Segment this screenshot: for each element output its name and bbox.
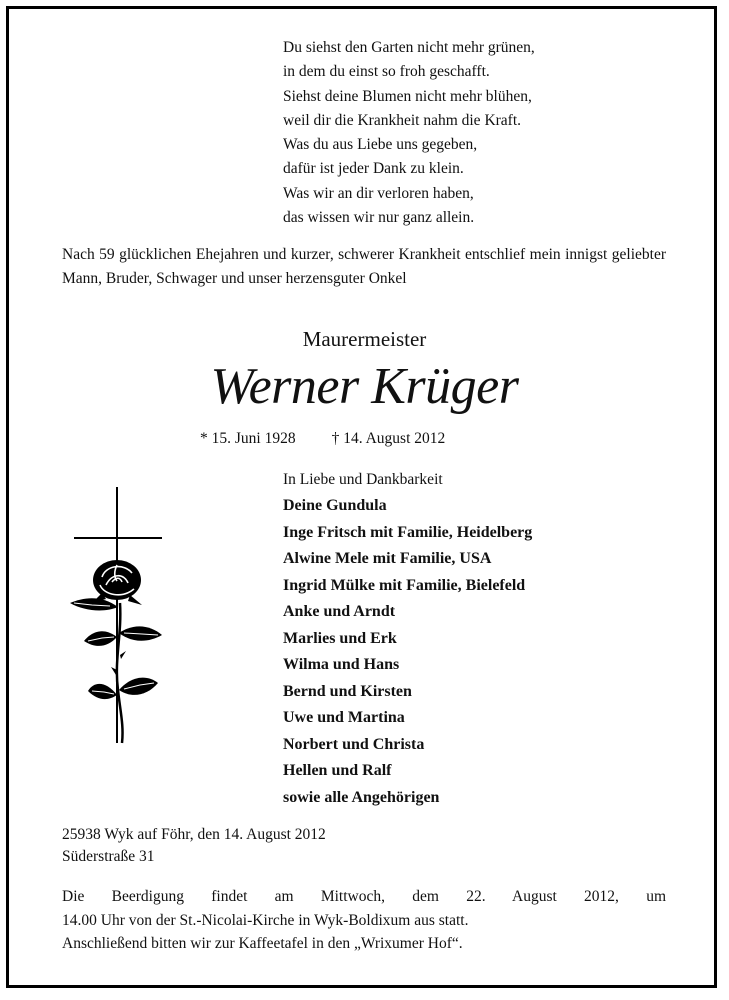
deceased-name: Werner Krüger [210, 358, 519, 415]
poem-line: Siehst deine Blumen nicht mehr blühen, [283, 87, 532, 105]
funeral-line: 14.00 Uhr von der St.-Nicolai-Kirche in Wyk-Boldixum aus statt. [62, 911, 469, 929]
place-date: 25938 Wyk auf Föhr, den 14. August 2012 [62, 826, 326, 843]
poem-line: weil dir die Krankheit nahm die Kraft. [283, 111, 522, 129]
funeral-line: Die Beerdigung findet am Mittwoch, dem 22. August 2012, um [62, 888, 666, 905]
mourner-item: Deine Gundula [283, 497, 387, 514]
mourners-lead: In Liebe und Dankbarkeit [283, 471, 443, 488]
mourner-item: Norbert und Christa [283, 735, 425, 753]
mourner-item: Wilma und Hans [283, 656, 400, 673]
life-dates [200, 430, 445, 448]
place-and-address [62, 824, 326, 868]
poem-line: in dem du einst so froh geschafft. [283, 63, 490, 81]
mourner-item: Hellen und Ralf [283, 762, 392, 779]
mourner-item: Inge Fritsch mit Familie, Heidelberg [283, 523, 533, 541]
mourner-item: Ingrid Mülke mit Familie, Bielefeld [283, 576, 526, 594]
poem-line: Was wir an dir verloren haben, [283, 184, 474, 202]
mourner-item: sowie alle Angehörigen [283, 788, 440, 806]
mourner-item: Anke und Arndt [283, 603, 396, 620]
death-date: † 14. August 2012 [331, 430, 446, 447]
mourner-item: Bernd und Kirsten [283, 682, 412, 700]
poem-line: dafür ist jeder Dank zu klein. [283, 160, 464, 178]
occupation: Maurermeister [302, 327, 427, 351]
birth-date: * 15. Juni 1928 [200, 430, 296, 447]
funeral-notice [62, 885, 666, 956]
poem [283, 36, 683, 230]
poem-line: Du siehst den Garten nicht mehr grünen, [283, 39, 535, 56]
funeral-line: Anschließend bitten wir zur Kaffeetafel in den „Wrixumer Hof“. [62, 935, 463, 952]
poem-line: das wissen wir nur ganz allein. [283, 209, 475, 227]
intro-text: Nach 59 glücklichen Ehejahren und kurzer, schwerer Krankheit entschlief mein innigst geliebter Mann, Bruder, Schwager und unser herzensguter Onkel [62, 246, 666, 287]
mourner-item: Marlies und Erk [283, 629, 397, 647]
poem-line: Was du aus Liebe uns gegeben, [283, 136, 478, 154]
cross-with-rose-icon [62, 485, 172, 745]
mourners-list [283, 467, 703, 811]
mourner-item: Uwe und Martina [283, 709, 405, 726]
mourner-item: Alwine Mele mit Familie, USA [283, 550, 492, 567]
street-address: Süderstraße 31 [62, 848, 155, 865]
